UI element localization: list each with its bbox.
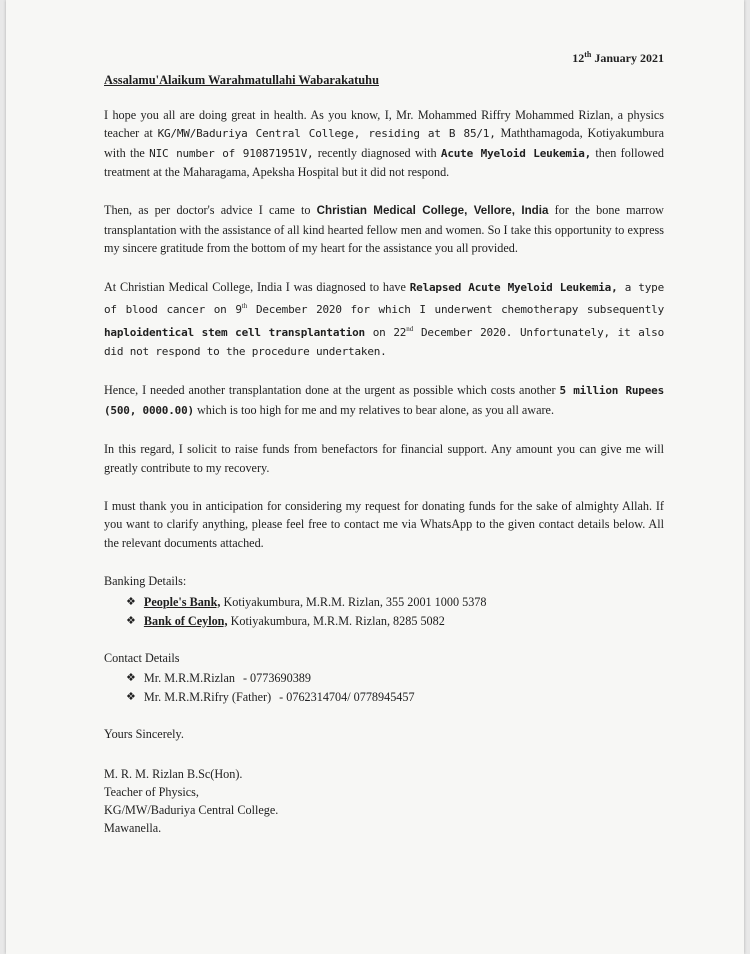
contact-phone: - 0773690389 [242,671,311,686]
letter-page [6,0,744,954]
bank-details: Kotiyakumbura, M.R.M. Rizlan, 8285 5082 [227,613,445,628]
p1-text-c: Maththamagoda, Kotiyakumbura with the [104,126,664,160]
banking-list [126,593,664,631]
p3-sup-nd: nd [406,324,414,333]
p3-transplant: haploidentical stem cell transplantation [104,325,365,339]
diamond-bullet-icon: ❖ [126,691,136,704]
contact-item [126,669,664,688]
p4-amount: 5 million Rupees (500, 0000.00) [104,384,664,417]
p3-text-g: on 22 [364,325,407,339]
p3-text-c: a type of blood cancer on 9 [104,280,664,317]
p1-text-e: recently diagnosed with [313,145,441,160]
diamond-bullet-icon: ❖ [126,614,136,627]
paragraph-2 [104,201,664,257]
paragraph-3 [104,278,664,362]
contact-name: Mr. M.R.M.Rifry (Father) [143,690,272,705]
p2-text-a: Then, as per doctor's advice I came to [104,203,317,218]
date-rest: January 2021 [591,51,664,65]
p1-text-g: then followed treatment at the Maharagama, Apeksha Hospital but it did not respond. [104,145,664,180]
banking-title: Banking Details: [104,574,187,589]
letter-body [104,46,664,837]
greeting: Assalamu'Alaikum Warahmatullahi Wabarakatuhu [104,73,379,88]
contact-item [126,688,664,707]
paragraph-6: I must thank you in anticipation for considering my request for donating funds for the sake of almighty Allah. If you want to clarify anything, please feel free to contact me via WhatsApp to the given contact details below. All the relevant documents attached. [104,499,664,550]
p1-diagnosis: Acute Myeloid Leukemia, [440,146,592,160]
closing: Yours Sincerely. [104,727,184,742]
signature-college: KG/MW/Baduriya Central College. [104,803,279,818]
p1-nic: NIC number of 910871951V, [149,146,314,160]
contact-list [126,669,664,707]
paragraph-5: In this regard, I solicit to raise funds from benefactors for financial support. Any amount you can give me will greatly contribute to my recovery. [104,442,664,475]
diamond-bullet-icon: ❖ [126,595,136,608]
p2-hospital: Christian Medical College, Vellore, India [316,204,549,218]
signature-title: Teacher of Physics, [104,785,199,800]
p3-text-i: December 2020. Unfortunately, it also did not respond to the procedure undertaken. [104,325,664,358]
contact-phone: - 0762314704/ 0778945457 [279,690,415,705]
bank-name: People's Bank, [143,594,221,609]
contact-name: Mr. M.R.M.Rizlan [143,671,235,686]
bank-name: Bank of Ceylon, [143,613,228,628]
signature-name: M. R. M. Rizlan B.Sc(Hon). [104,767,243,782]
signature-town: Mawanella. [104,821,162,836]
p4-text-c: which is too high for me and my relatives to bear alone, as you all aware. [193,402,555,417]
p3-text-a: At Christian Medical College, India I was diagnosed to have [104,279,410,294]
signature-block [104,765,664,837]
paragraph-1 [104,106,664,182]
bank-details: Kotiyakumbura, M.R.M. Rizlan, 355 2001 1000 5378 [220,594,487,609]
p3-diagnosis: Relapsed Acute Myeloid Leukemia, [409,280,618,294]
p3-text-e: December 2020 for which I underwent chemotherapy subsequently [247,303,664,317]
banking-item [126,612,664,631]
p3-sup-th: th [241,302,248,311]
paragraph-4 [104,381,664,420]
contact-title: Contact Details [104,650,180,665]
p1-text-a: I hope you all are doing great in health. As you know, I, Mr. Mohammed Riffry Mohammed Rizlan, a physics teacher at [104,107,664,141]
date-day: 12 [572,51,585,65]
date-suffix: th [584,50,592,59]
p4-text-a: Hence, I needed another transplantation done at the urgent as possible which costs another [104,383,560,398]
p2-text-c: for the bone marrow transplantation with the assistance of all kind hearted fellow men and women. So I take this opportunity to express my sincere gratitude from the bottom of my heart for the assistance you all provided. [104,203,664,256]
p1-college-address: KG/MW/Baduriya Central College, residing at B 85/1, [157,127,496,141]
letter-date [104,46,664,67]
banking-item [126,593,664,612]
diamond-bullet-icon: ❖ [126,672,136,685]
